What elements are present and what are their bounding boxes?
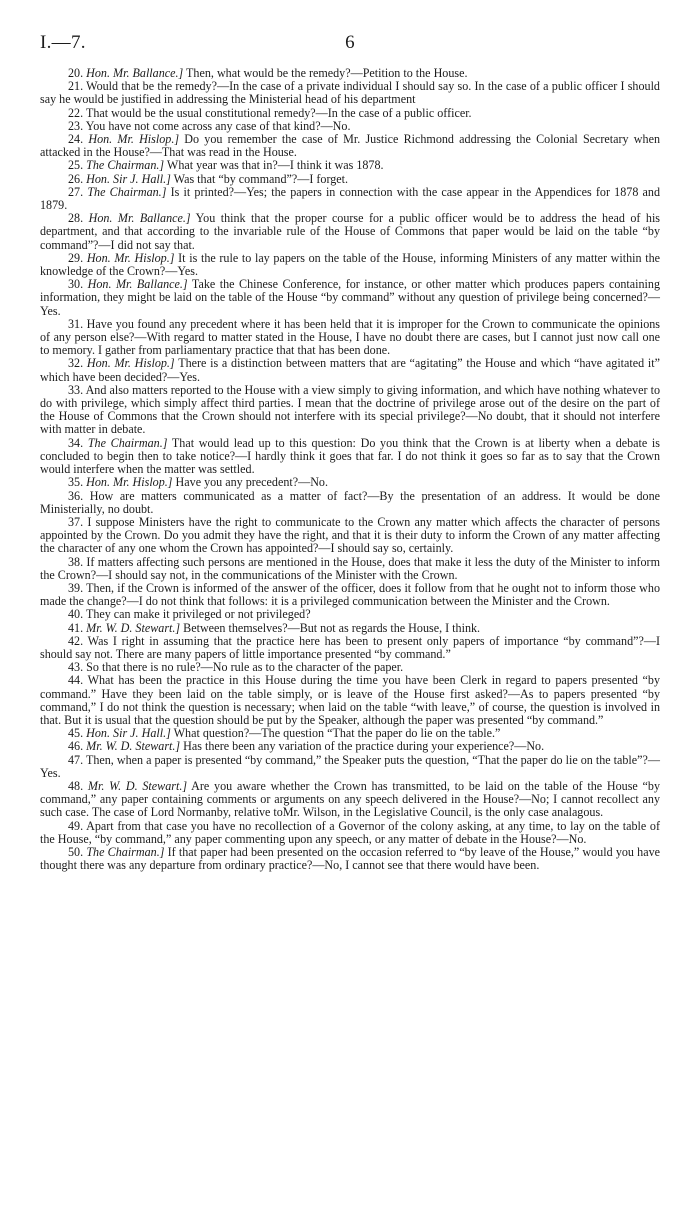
question-text: Do you remember the case of Mr. Justice Richmond addressing the Colonial Secretary when attacked in the House?—That was read in the House. (40, 132, 660, 160)
question-paragraph (40, 754, 660, 780)
question-number: 32. (68, 356, 84, 371)
question-paragraph (40, 635, 660, 661)
question-number: 49. (68, 818, 84, 833)
question-text: Has there been any variation of the practice during your experience?—No. (183, 739, 545, 754)
question-text: Have you found any precedent where it has been held that it is improper for the Crown to communicate the opinions of any person else?—With regard to matter stated in the House, I have no doubt there are cases, but I cannot just now call one to memory. I gather from parliamentary practice that that has been done. (40, 316, 660, 358)
question-number: 29. (68, 250, 84, 265)
page-header (40, 28, 660, 58)
question-number: 43. (68, 660, 84, 675)
question-text: That would be the usual constitutional remedy?—In the case of a public officer. (85, 105, 472, 120)
question-paragraph (40, 80, 660, 106)
speaker-name: The Chairman.] (86, 158, 165, 173)
speaker-name: Mr. W. D. Stewart.] (87, 778, 188, 793)
question-paragraph (40, 516, 660, 556)
speaker-name: Hon. Mr. Hislop.] (86, 250, 175, 265)
question-number: 37. (68, 514, 84, 529)
question-number: 48. (68, 778, 84, 793)
speaker-name: Hon. Mr. Hislop.] (86, 475, 173, 490)
question-number: 41. (68, 620, 84, 635)
question-paragraph (40, 437, 660, 477)
question-text: So that there is no rule?—No rule as to the character of the paper. (86, 660, 404, 675)
question-number: 44. (68, 673, 84, 688)
speaker-name: Mr. W. D. Stewart.] (86, 620, 181, 635)
question-number: 50. (68, 844, 84, 859)
question-paragraph (40, 133, 660, 159)
question-paragraph (40, 384, 660, 437)
question-number: 33. (68, 382, 84, 397)
question-paragraph (40, 780, 660, 820)
question-text: It is the rule to lay papers on the table of the House, informing Ministers of any matter within the knowledge of the Crown?—Yes. (40, 250, 661, 279)
question-number: 39. (68, 580, 84, 595)
question-number: 23. (68, 118, 84, 133)
question-number: 46. (68, 739, 84, 754)
question-number: 42. (68, 633, 84, 648)
question-text: If matters affecting such persons are mentioned in the House, does that make it less the duty of the Minister to inform the Crown?—I should say not, in the communications of the Minister with the Crown. (40, 554, 660, 582)
speaker-name: Hon. Mr. Ballance.] (87, 277, 188, 292)
question-number: 24. (68, 132, 84, 147)
question-paragraph (40, 490, 660, 516)
question-number: 45. (68, 726, 84, 741)
question-number: 38. (68, 554, 84, 569)
question-text: How are matters communicated as a matter of fact?—By the presentation of an address. It would be done Ministerially, no doubt. (40, 488, 660, 516)
question-number: 30. (68, 277, 84, 292)
page-number: 6 (345, 32, 355, 53)
question-text: Have you any precedent?—No. (175, 475, 329, 490)
question-text: You think that the proper course for a public officer would be to address the head of his department, and that according to the invariable rule of the House of Commons that paper would be laid on the table “by command”?—I did not say that. (40, 211, 661, 252)
question-number: 36. (68, 488, 84, 503)
speaker-name: The Chairman.] (86, 844, 165, 859)
speaker-name: Hon. Sir J. Hall.] (86, 726, 171, 741)
speaker-name: Mr. W. D. Stewart.] (86, 739, 181, 754)
question-text: There is a distinction between matters that are “agitating” the House and which “have agitated it” which have been decided?—Yes. (40, 356, 661, 384)
question-number: 22. (68, 105, 84, 120)
question-paragraph (40, 252, 660, 278)
question-text: I suppose Ministers have the right to communicate to the Crown any matter which affects the character of persons appointed by the Crown. Do you admit they have the right, and that it is their duty to inform the Crown of any matter affecting the character of any one whom the Crown has appointed?—I should say so, certainly. (40, 514, 660, 556)
question-number: 27. (68, 184, 84, 199)
question-paragraph (40, 318, 660, 358)
question-text: Is it printed?—Yes; the papers in connection with the case appear in the Appendices for 1878 and 1879. (40, 184, 661, 213)
question-paragraph (40, 212, 660, 252)
question-number: 34. (68, 435, 84, 450)
question-paragraph (40, 186, 660, 212)
question-text: Are you aware whether the Crown has transmitted, to be laid on the table of the House “by command,” any paper containing comments or arguments on any speech delivered in the House?—No; I cannot recollect any such case. The case of Lord Normanby, relative toMr. Wilson, in the Legislative Council, is the only case analagous. (40, 778, 660, 820)
question-paragraph (40, 582, 660, 608)
question-text: Then, what would be the remedy?—Petition to the House. (186, 66, 468, 80)
question-text: Was I right in assuming that the practice here has been to present only papers of importance “by command”?—I should say not. There are many papers of little importance presented “by command.” (40, 633, 660, 661)
question-text: What has been the practice in this House during the time you have been Clerk in regard to papers presented “by command.” Have they been laid on the table simply, or is leave of the House first asked?—As to papers presented “by command,” I do not think the question is necessary; when laid on the table “with leave,” of course, the question is involved in that. But it is usual that the question should be put by the Speaker, although the paper was presented “by command.” (40, 673, 660, 727)
question-text: Then, if the Crown is informed of the answer of the officer, does it follow from that he ought not to inform those who made the change?—I do not think that follows: it is a privileged communication between the Minister and the Crown. (40, 580, 660, 609)
question-number: 20. (68, 66, 84, 80)
speaker-name: The Chairman.] (87, 184, 167, 199)
question-text: And also matters reported to the House with a view simply to giving information, and which have nothing whatever to do with privilege, which simply affect third parties. I mean that the doctrine of privilege arose out of the desire on the part of the House of Commons that the Crown should not interfere with its special privilege?—No doubt, that it should not interfere with matter in debate. (40, 382, 660, 437)
question-number: 40. (68, 607, 84, 622)
question-text: What question?—The question “That the paper do lie on the table.” (173, 726, 501, 741)
question-text: Between themselves?—But not as regards the House, I think. (183, 620, 481, 635)
question-text: Was that “by command”?—I forget. (173, 171, 349, 186)
question-text: What year was that in?—I think it was 1878. (166, 158, 384, 173)
question-text: They can make it privileged or not privileged? (85, 607, 311, 622)
question-text: You have not come across any case of that kind?—No. (85, 118, 351, 133)
question-text: Would that be the remedy?—In the case of a private individual I should say so. In the case of a public officer I should say he would be justified in addressing the Ministerial head of his department (40, 79, 660, 107)
question-text: That would lead up to this question: Do you think that the Crown is at liberty when a debate is concluded to begin then to take notice?—I hardly think it goes that far. I do not think it goes so far as to say that the Crown would interfere when the matter was settled. (40, 435, 661, 477)
speaker-name: The Chairman.] (87, 435, 168, 450)
question-number: 31. (68, 316, 84, 331)
question-paragraph (40, 820, 660, 846)
speaker-name: Hon. Mr. Hislop.] (86, 356, 175, 371)
question-text: If that paper had been presented on the occasion referred to “by leave of the House,” would you have thought there was any departure from ordinary practice?—No, I cannot see that there would have been. (40, 844, 660, 873)
question-number: 21. (68, 79, 84, 94)
question-paragraph (40, 278, 660, 318)
question-number: 47. (68, 752, 84, 767)
question-text: Then, when a paper is presented “by command,” the Speaker puts the question, “That the paper do lie on the table”?—Yes. (40, 752, 660, 780)
question-paragraph (40, 674, 660, 727)
document-body (40, 67, 660, 872)
question-number: 28. (68, 211, 84, 226)
question-number: 26. (68, 171, 84, 186)
question-number: 25. (68, 158, 84, 173)
speaker-name: Hon. Sir J. Hall.] (86, 171, 171, 186)
question-number: 35. (68, 475, 84, 490)
question-paragraph (40, 846, 660, 872)
question-paragraph (40, 556, 660, 582)
question-text: Take the Chinese Conference, for instance, or other matter which produces papers containing information, they might be laid on the table of the House “by command” without any question of privilege being concerned?—Yes. (40, 277, 660, 318)
question-text: Apart from that case you have no recollection of a Governor of the colony asking, at any time, to lay on the table of the House, “by command,” any paper commenting upon any speech, or any matter of debate in the House?—No. (40, 818, 660, 846)
speaker-name: Hon. Mr. Ballance.] (86, 66, 184, 80)
speaker-name: Hon. Mr. Ballance.] (88, 211, 191, 226)
question-paragraph (40, 357, 660, 383)
paper-reference: I.—7. (40, 32, 86, 53)
speaker-name: Hon. Mr. Hislop.] (88, 132, 180, 147)
